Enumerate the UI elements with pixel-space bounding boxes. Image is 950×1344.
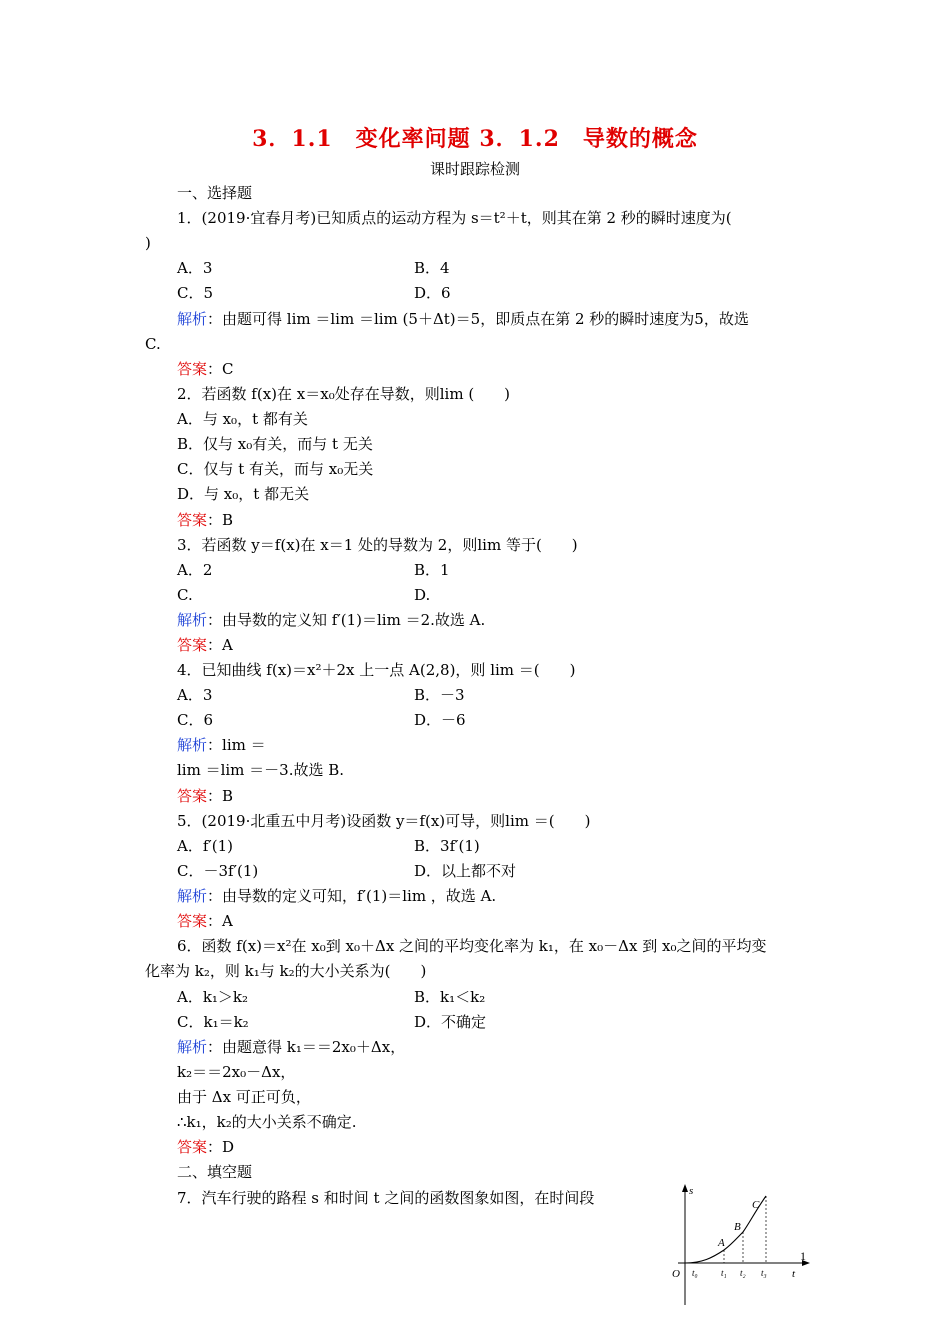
analysis-label: 解析 xyxy=(177,887,208,905)
y-axis-arrow xyxy=(682,1184,688,1192)
analysis-text-cont: lim ＝lim ＝－3.故选 B. xyxy=(177,761,345,779)
point-b-label: B xyxy=(734,1221,741,1233)
analysis-line xyxy=(177,309,749,329)
question-1-stem-cont: ) xyxy=(145,234,151,252)
answer-label: 答案 xyxy=(177,1138,208,1156)
analysis-text-cont: k₂＝＝2x₀－Δx， xyxy=(177,1063,296,1081)
option-c: C．仅与 t 有关，而与 x₀无关 xyxy=(177,460,374,478)
option-c: C. xyxy=(177,586,193,604)
section-heading: 一、选择题 xyxy=(177,184,253,202)
option-a: A．3 xyxy=(177,259,213,277)
answer-line xyxy=(177,786,233,806)
option-a: A．2 xyxy=(177,561,213,579)
question-4-stem: 4．已知曲线 f(x)＝x²＋2x 上一点 A(2,8)，则 lim ＝( ) xyxy=(177,661,576,679)
answer-text: ：A xyxy=(207,636,233,654)
answer-line xyxy=(177,1137,234,1157)
analysis-line xyxy=(177,610,485,630)
answer-line xyxy=(177,359,234,379)
answer-label: 答案 xyxy=(177,636,208,654)
answer-line xyxy=(177,635,233,655)
analysis-text: ：由导数的定义可知，f′(1)＝lim ，故选 A. xyxy=(207,887,497,905)
question-2-stem: 2．若函数 f(x)在 x＝x₀处存在导数，则lim ( ) xyxy=(177,385,511,403)
tick-t0: t₀ xyxy=(692,1268,698,1278)
analysis-text-cont: 由于 Δx 可正可负， xyxy=(177,1088,311,1106)
axis-label-s: s xyxy=(689,1185,694,1197)
question-3-stem: 3．若函数 y＝f(x)在 x＝1 处的导数为 2，则lim 等于( ) xyxy=(177,536,578,554)
option-d: D．不确定 xyxy=(414,1013,487,1031)
option-b: B．仅与 x₀有关，而与 t 无关 xyxy=(177,435,373,453)
analysis-text: ：由题可得 lim ＝lim ＝lim (5＋Δt)＝5，即质点在第 2 秒的瞬时速度为5，故选 xyxy=(207,310,749,328)
answer-text: ：B xyxy=(207,787,234,805)
option-a: A．f′(1) xyxy=(177,837,234,855)
origin-label: O xyxy=(672,1268,680,1280)
answer-text: ：D xyxy=(207,1138,235,1156)
option-b: B．1 xyxy=(414,561,450,579)
option-c: C．5 xyxy=(177,284,214,302)
answer-text: ：C xyxy=(207,360,234,378)
analysis-line xyxy=(177,1037,405,1057)
option-b: B．－3 xyxy=(414,686,465,704)
tick-t2: t₂ xyxy=(740,1268,746,1278)
answer-text: ：A xyxy=(207,912,233,930)
answer-label: 答案 xyxy=(177,511,208,529)
option-b: B．4 xyxy=(414,259,450,277)
option-c: C．k₁＝k₂ xyxy=(177,1013,249,1031)
question-7-stem: 7．汽车行驶的路程 s 和时间 t 之间的函数图象如图，在时间段 xyxy=(177,1189,595,1207)
question-6-stem-cont: 化率为 k₂，则 k₁与 k₂的大小关系为( ) xyxy=(145,962,427,980)
question-6-stem: 6．函数 f(x)＝x²在 x₀到 x₀＋Δx 之间的平均变化率为 k₁，在 x₀－Δx 到 x₀之间的平均变 xyxy=(177,937,767,955)
analysis-line xyxy=(177,735,266,755)
analysis-text: ：lim ＝ xyxy=(207,736,266,754)
option-b: B．3f′(1) xyxy=(414,837,480,855)
option-a: A．3 xyxy=(177,686,213,704)
analysis-text: ：由导数的定义知 f′(1)＝lim ＝2.故选 A. xyxy=(207,611,486,629)
page-title: 3．1.1 变化率问题 3．1.2 导数的概念 xyxy=(252,126,698,152)
answer-label: 答案 xyxy=(177,787,208,805)
analysis-text: ：由题意得 k₁＝＝2x₀＋Δx， xyxy=(207,1038,406,1056)
answer-line xyxy=(177,911,233,931)
point-a-label: A xyxy=(718,1237,725,1249)
analysis-label: 解析 xyxy=(177,1038,208,1056)
analysis-label: 解析 xyxy=(177,611,208,629)
answer-text: ：B xyxy=(207,511,234,529)
stray-label: 1 xyxy=(800,1249,806,1263)
analysis-label: 解析 xyxy=(177,310,208,328)
section-heading: 二、填空题 xyxy=(177,1163,253,1181)
option-b: B．k₁＜k₂ xyxy=(414,988,486,1006)
option-a: A．与 x₀，t 都有关 xyxy=(177,410,308,428)
answer-label: 答案 xyxy=(177,912,208,930)
analysis-text-cont: C. xyxy=(145,335,161,353)
analysis-line xyxy=(177,886,496,906)
question-1-stem: 1．(2019·宜春月考)已知质点的运动方程为 s＝t²＋t，则其在第 2 秒的瞬时速度为( xyxy=(177,209,732,227)
distance-time-graph xyxy=(660,1180,820,1310)
option-c: C．6 xyxy=(177,711,214,729)
option-d: D．－6 xyxy=(414,711,466,729)
tick-t3: t₃ xyxy=(761,1268,767,1278)
answer-line xyxy=(177,510,233,530)
answer-label: 答案 xyxy=(177,360,208,378)
option-d: D．以上都不对 xyxy=(414,862,517,880)
page-subtitle: 课时跟踪检测 xyxy=(429,160,520,178)
point-c-label: C xyxy=(752,1199,760,1211)
analysis-text-cont: ∴k₁，k₂的大小关系不确定. xyxy=(177,1113,357,1131)
axis-label-t: t xyxy=(792,1268,796,1280)
option-d: D．6 xyxy=(414,284,451,302)
option-a: A．k₁＞k₂ xyxy=(177,988,249,1006)
tick-t1: t₁ xyxy=(721,1268,727,1278)
option-d: D. xyxy=(414,586,431,604)
option-c: C．－3f′(1) xyxy=(177,862,259,880)
question-5-stem: 5．(2019·北重五中月考)设函数 y＝f(x)可导，则lim ＝( ) xyxy=(177,812,591,830)
option-d: D．与 x₀，t 都无关 xyxy=(177,485,310,503)
analysis-label: 解析 xyxy=(177,736,208,754)
